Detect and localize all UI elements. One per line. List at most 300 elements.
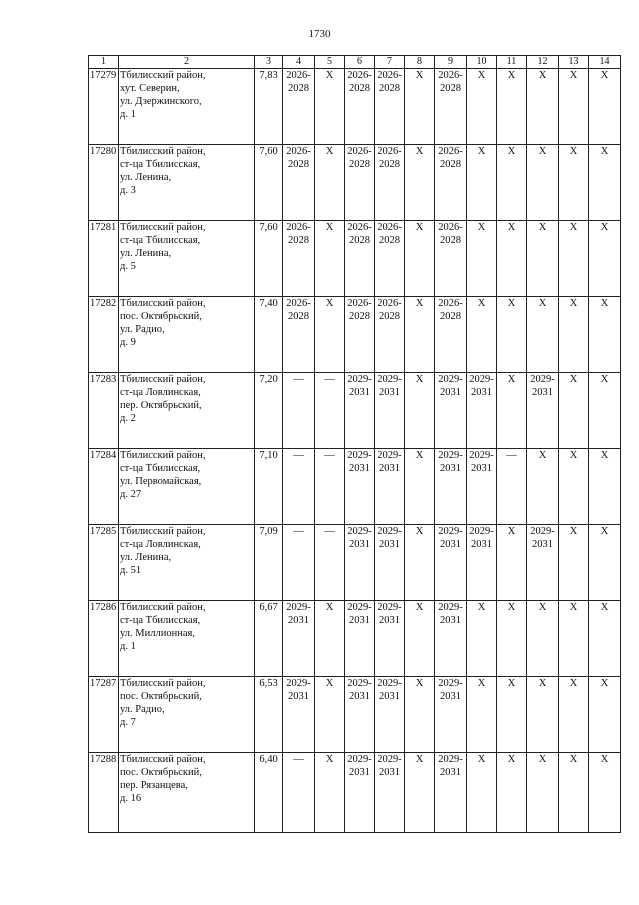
column-header-1: 1	[89, 56, 119, 69]
address-line: Тбилисский район,	[120, 450, 206, 461]
table-row	[89, 601, 621, 677]
cell-text: 2028	[349, 159, 370, 170]
cell-text: 2029-	[438, 602, 463, 613]
period-cell-col-11	[497, 297, 527, 373]
cell-text: 2026-	[347, 70, 372, 81]
cell-text: 2031	[379, 615, 400, 626]
cell-text: 2029-	[438, 450, 463, 461]
period-cell-col-5	[315, 69, 345, 145]
period-cell-col-5	[315, 145, 345, 221]
period-cell-col-13	[559, 297, 589, 373]
cell-text: X	[415, 70, 424, 81]
cell-text: 2029-	[438, 754, 463, 765]
cell-text: X	[600, 754, 609, 765]
table-row	[89, 449, 621, 525]
table-row	[89, 145, 621, 221]
period-cell-col-9	[435, 221, 467, 297]
period-cell-col-12	[527, 449, 559, 525]
cell-text: 2031	[379, 691, 400, 702]
column-header-8: 8	[405, 56, 435, 69]
area-value: 7,09	[255, 525, 283, 601]
period-cell-col-8	[405, 525, 435, 601]
period-cell-col-10	[467, 449, 497, 525]
cell-text: X	[600, 298, 609, 309]
cell-text: 2031	[349, 387, 370, 398]
period-cell-col-13	[559, 373, 589, 449]
column-header-14: 14	[589, 56, 621, 69]
cell-text: 2026-	[286, 146, 311, 157]
period-cell-col-13	[559, 449, 589, 525]
cell-text: 2028	[379, 83, 400, 94]
cell-text: 2028	[440, 311, 461, 322]
cell-text: 2026-	[377, 222, 402, 233]
cell-text: 2026-	[438, 146, 463, 157]
cell-text: X	[507, 678, 516, 689]
cell-text: 2028	[349, 235, 370, 246]
address-line: Тбилисский район,	[120, 70, 206, 81]
period-cell-col-7	[375, 601, 405, 677]
period-cell-col-4	[283, 677, 315, 753]
cell-text: —	[293, 754, 304, 765]
cell-text: 2029-	[377, 754, 402, 765]
cell-text: X	[569, 298, 578, 309]
column-header-10: 10	[467, 56, 497, 69]
row-number: 17282	[89, 297, 119, 373]
period-cell-col-14	[589, 373, 621, 449]
column-header-3: 3	[255, 56, 283, 69]
period-cell-col-12	[527, 753, 559, 833]
cell-text: 2029-	[286, 602, 311, 613]
period-cell-col-10	[467, 373, 497, 449]
address-cell	[119, 145, 255, 221]
period-cell-col-11	[497, 373, 527, 449]
period-cell-col-8	[405, 145, 435, 221]
period-cell-col-8	[405, 69, 435, 145]
column-header-12: 12	[527, 56, 559, 69]
address-line: ст-ца Тбилисская,	[120, 159, 201, 170]
cell-text: 2031	[440, 767, 461, 778]
table-body	[89, 69, 621, 833]
table-row	[89, 297, 621, 373]
period-cell-col-4	[283, 221, 315, 297]
cell-text: 2031	[288, 691, 309, 702]
column-header-6: 6	[345, 56, 375, 69]
address-line: ул. Радио,	[120, 324, 165, 335]
period-cell-col-4	[283, 601, 315, 677]
cell-text: X	[415, 602, 424, 613]
cell-text: X	[507, 298, 516, 309]
row-number: 17284	[89, 449, 119, 525]
period-cell-col-11	[497, 753, 527, 833]
cell-text: 2026-	[377, 146, 402, 157]
address-line: ул. Первомайская,	[120, 476, 202, 487]
period-cell-col-5	[315, 601, 345, 677]
cell-text: X	[538, 146, 547, 157]
page-number: 1730	[308, 28, 331, 40]
period-cell-col-14	[589, 525, 621, 601]
cell-text: 2028	[379, 159, 400, 170]
cell-text: X	[569, 146, 578, 157]
cell-text: 2029-	[469, 450, 494, 461]
cell-text: 2028	[288, 235, 309, 246]
period-cell-col-6	[345, 601, 375, 677]
address-line: ул. Ленина,	[120, 172, 172, 183]
cell-text: X	[415, 374, 424, 385]
cell-text: X	[569, 70, 578, 81]
register-table	[88, 55, 621, 833]
period-cell-col-8	[405, 753, 435, 833]
cell-text: X	[569, 222, 578, 233]
period-cell-col-7	[375, 525, 405, 601]
address-line: Тбилисский район,	[120, 754, 206, 765]
cell-text: X	[415, 146, 424, 157]
period-cell-col-7	[375, 69, 405, 145]
period-cell-col-11	[497, 221, 527, 297]
cell-text: 2029-	[347, 450, 372, 461]
cell-text: —	[293, 450, 304, 461]
period-cell-col-7	[375, 449, 405, 525]
period-cell-col-12	[527, 373, 559, 449]
area-value: 7,83	[255, 69, 283, 145]
cell-text: X	[538, 754, 547, 765]
cell-text: X	[600, 222, 609, 233]
period-cell-col-5	[315, 753, 345, 833]
cell-text: 2028	[288, 83, 309, 94]
area-value: 7,40	[255, 297, 283, 373]
period-cell-col-10	[467, 297, 497, 373]
address-cell	[119, 221, 255, 297]
cell-text: X	[569, 678, 578, 689]
address-line: ул. Миллионная,	[120, 628, 195, 639]
period-cell-col-10	[467, 601, 497, 677]
cell-text: X	[538, 298, 547, 309]
period-cell-col-9	[435, 145, 467, 221]
period-cell-col-9	[435, 525, 467, 601]
period-cell-col-6	[345, 373, 375, 449]
address-line: Тбилисский район,	[120, 526, 206, 537]
period-cell-col-9	[435, 449, 467, 525]
period-cell-col-5	[315, 677, 345, 753]
period-cell-col-6	[345, 753, 375, 833]
period-cell-col-4	[283, 449, 315, 525]
cell-text: X	[477, 754, 486, 765]
address-line: ул. Ленина,	[120, 248, 172, 259]
cell-text: 2026-	[286, 222, 311, 233]
cell-text: —	[324, 526, 335, 537]
period-cell-col-10	[467, 145, 497, 221]
cell-text: 2029-	[347, 678, 372, 689]
table-row	[89, 221, 621, 297]
address-line: пос. Октябрьский,	[120, 691, 202, 702]
address-line: хут. Северин,	[120, 83, 180, 94]
cell-text: X	[325, 298, 334, 309]
cell-text: X	[600, 450, 609, 461]
cell-text: 2028	[349, 311, 370, 322]
area-value: 6,67	[255, 601, 283, 677]
address-line: ул. Ленина,	[120, 552, 172, 563]
cell-text: 2029-	[347, 754, 372, 765]
cell-text: X	[415, 450, 424, 461]
address-cell	[119, 449, 255, 525]
address-line: ул. Радио,	[120, 704, 165, 715]
address-cell	[119, 601, 255, 677]
cell-text: 2029-	[438, 526, 463, 537]
period-cell-col-14	[589, 297, 621, 373]
cell-text: X	[507, 526, 516, 537]
area-value: 6,40	[255, 753, 283, 833]
cell-text: 2031	[471, 463, 492, 474]
row-number: 17285	[89, 525, 119, 601]
cell-text: —	[506, 450, 517, 461]
period-cell-col-14	[589, 677, 621, 753]
cell-text: 2031	[440, 463, 461, 474]
period-cell-col-4	[283, 373, 315, 449]
table-row	[89, 677, 621, 753]
cell-text: 2028	[379, 235, 400, 246]
cell-text: X	[477, 602, 486, 613]
cell-text: X	[538, 602, 547, 613]
period-cell-col-8	[405, 677, 435, 753]
address-line: д. 7	[120, 717, 136, 728]
period-cell-col-8	[405, 373, 435, 449]
address-line: д. 9	[120, 337, 136, 348]
period-cell-col-13	[559, 69, 589, 145]
cell-text: 2031	[379, 387, 400, 398]
cell-text: 2028	[440, 159, 461, 170]
table-row	[89, 753, 621, 833]
period-cell-col-14	[589, 449, 621, 525]
period-cell-col-8	[405, 449, 435, 525]
cell-text: X	[569, 754, 578, 765]
address-cell	[119, 525, 255, 601]
cell-text: 2029-	[438, 678, 463, 689]
address-cell	[119, 69, 255, 145]
address-line: д. 51	[120, 565, 142, 576]
cell-text: X	[507, 146, 516, 157]
cell-text: X	[325, 222, 334, 233]
period-cell-col-10	[467, 753, 497, 833]
period-cell-col-7	[375, 753, 405, 833]
period-cell-col-4	[283, 525, 315, 601]
cell-text: 2029-	[286, 678, 311, 689]
cell-text: X	[507, 602, 516, 613]
cell-text: 2031	[532, 539, 553, 550]
address-line: пер. Рязанцева,	[120, 780, 188, 791]
address-line: ст-ца Ловлинская,	[120, 539, 201, 550]
period-cell-col-14	[589, 145, 621, 221]
cell-text: 2029-	[377, 602, 402, 613]
cell-text: —	[293, 526, 304, 537]
column-header-5: 5	[315, 56, 345, 69]
cell-text: X	[600, 70, 609, 81]
period-cell-col-12	[527, 145, 559, 221]
period-cell-col-10	[467, 69, 497, 145]
cell-text: X	[538, 70, 547, 81]
cell-text: X	[477, 70, 486, 81]
period-cell-col-11	[497, 601, 527, 677]
cell-text: 2029-	[438, 374, 463, 385]
cell-text: —	[324, 450, 335, 461]
address-cell	[119, 373, 255, 449]
address-line: Тбилисский район,	[120, 374, 206, 385]
cell-text: —	[324, 374, 335, 385]
cell-text: 2029-	[347, 374, 372, 385]
cell-text: X	[569, 526, 578, 537]
column-header-2: 2	[119, 56, 255, 69]
period-cell-col-7	[375, 297, 405, 373]
period-cell-col-4	[283, 69, 315, 145]
row-number: 17286	[89, 601, 119, 677]
address-line: д. 1	[120, 641, 136, 652]
address-line: ст-ца Тбилисская,	[120, 235, 201, 246]
address-line: д. 5	[120, 261, 136, 272]
cell-text: X	[538, 678, 547, 689]
period-cell-col-4	[283, 145, 315, 221]
period-cell-col-5	[315, 373, 345, 449]
address-line: д. 27	[120, 489, 142, 500]
cell-text: X	[325, 70, 334, 81]
cell-text: 2029-	[530, 374, 555, 385]
cell-text: 2028	[288, 159, 309, 170]
period-cell-col-11	[497, 145, 527, 221]
cell-text: X	[415, 222, 424, 233]
period-cell-col-14	[589, 753, 621, 833]
cell-text: 2028	[349, 83, 370, 94]
table-row	[89, 373, 621, 449]
area-value: 7,60	[255, 221, 283, 297]
period-cell-col-7	[375, 677, 405, 753]
row-number: 17281	[89, 221, 119, 297]
period-cell-col-13	[559, 525, 589, 601]
row-number: 17280	[89, 145, 119, 221]
period-cell-col-9	[435, 297, 467, 373]
address-line: д. 16	[120, 793, 142, 804]
cell-text: 2026-	[347, 146, 372, 157]
period-cell-col-8	[405, 297, 435, 373]
cell-text: 2031	[440, 539, 461, 550]
cell-text: 2028	[379, 311, 400, 322]
period-cell-col-13	[559, 221, 589, 297]
cell-text: X	[507, 70, 516, 81]
cell-text: 2029-	[377, 450, 402, 461]
cell-text: X	[569, 602, 578, 613]
cell-text: 2031	[440, 387, 461, 398]
cell-text: X	[415, 678, 424, 689]
period-cell-col-11	[497, 449, 527, 525]
address-line: пос. Октябрьский,	[120, 767, 202, 778]
address-line: Тбилисский район,	[120, 678, 206, 689]
cell-text: 2031	[288, 615, 309, 626]
header-row	[89, 56, 621, 69]
period-cell-col-6	[345, 449, 375, 525]
cell-text: 2031	[379, 463, 400, 474]
period-cell-col-6	[345, 525, 375, 601]
cell-text: 2029-	[469, 374, 494, 385]
area-value: 7,10	[255, 449, 283, 525]
address-line: Тбилисский район,	[120, 602, 206, 613]
period-cell-col-12	[527, 221, 559, 297]
period-cell-col-10	[467, 221, 497, 297]
cell-text: X	[477, 222, 486, 233]
cell-text: X	[600, 146, 609, 157]
row-number: 17288	[89, 753, 119, 833]
cell-text: X	[507, 374, 516, 385]
address-line: ул. Дзержинского,	[120, 96, 202, 107]
cell-text: X	[477, 298, 486, 309]
cell-text: 2029-	[377, 374, 402, 385]
period-cell-col-6	[345, 221, 375, 297]
address-line: пер. Октябрьский,	[120, 400, 202, 411]
period-cell-col-9	[435, 373, 467, 449]
period-cell-col-10	[467, 677, 497, 753]
cell-text: 2031	[532, 387, 553, 398]
period-cell-col-5	[315, 449, 345, 525]
cell-text: 2031	[349, 539, 370, 550]
address-line: ст-ца Тбилисская,	[120, 463, 201, 474]
address-line: д. 1	[120, 109, 136, 120]
period-cell-col-6	[345, 145, 375, 221]
cell-text: 2026-	[438, 298, 463, 309]
cell-text: X	[600, 678, 609, 689]
cell-text: X	[325, 678, 334, 689]
row-number: 17287	[89, 677, 119, 753]
address-line: ст-ца Тбилисская,	[120, 615, 201, 626]
cell-text: X	[325, 602, 334, 613]
cell-text: 2026-	[438, 222, 463, 233]
cell-text: 2026-	[286, 70, 311, 81]
column-header-9: 9	[435, 56, 467, 69]
address-cell	[119, 753, 255, 833]
cell-text: 2026-	[347, 298, 372, 309]
period-cell-col-12	[527, 525, 559, 601]
row-number: 17279	[89, 69, 119, 145]
address-line: Тбилисский район,	[120, 222, 206, 233]
period-cell-col-9	[435, 69, 467, 145]
period-cell-col-5	[315, 221, 345, 297]
period-cell-col-12	[527, 69, 559, 145]
period-cell-col-4	[283, 753, 315, 833]
cell-text: X	[538, 450, 547, 461]
row-number: 17283	[89, 373, 119, 449]
cell-text: 2029-	[469, 526, 494, 537]
cell-text: 2031	[349, 615, 370, 626]
cell-text: X	[538, 222, 547, 233]
cell-text: 2026-	[286, 298, 311, 309]
period-cell-col-7	[375, 221, 405, 297]
cell-text: X	[600, 374, 609, 385]
cell-text: 2031	[471, 539, 492, 550]
period-cell-col-7	[375, 373, 405, 449]
period-cell-col-5	[315, 525, 345, 601]
period-cell-col-10	[467, 525, 497, 601]
period-cell-col-11	[497, 677, 527, 753]
cell-text: 2028	[440, 83, 461, 94]
period-cell-col-6	[345, 677, 375, 753]
cell-text: X	[477, 146, 486, 157]
period-cell-col-12	[527, 677, 559, 753]
cell-text: 2029-	[347, 602, 372, 613]
cell-text: X	[477, 678, 486, 689]
area-value: 7,20	[255, 373, 283, 449]
cell-text: 2026-	[377, 298, 402, 309]
period-cell-col-14	[589, 601, 621, 677]
period-cell-col-6	[345, 297, 375, 373]
cell-text: 2028	[288, 311, 309, 322]
period-cell-col-12	[527, 297, 559, 373]
cell-text: 2031	[440, 615, 461, 626]
cell-text: 2029-	[377, 526, 402, 537]
cell-text: X	[415, 754, 424, 765]
